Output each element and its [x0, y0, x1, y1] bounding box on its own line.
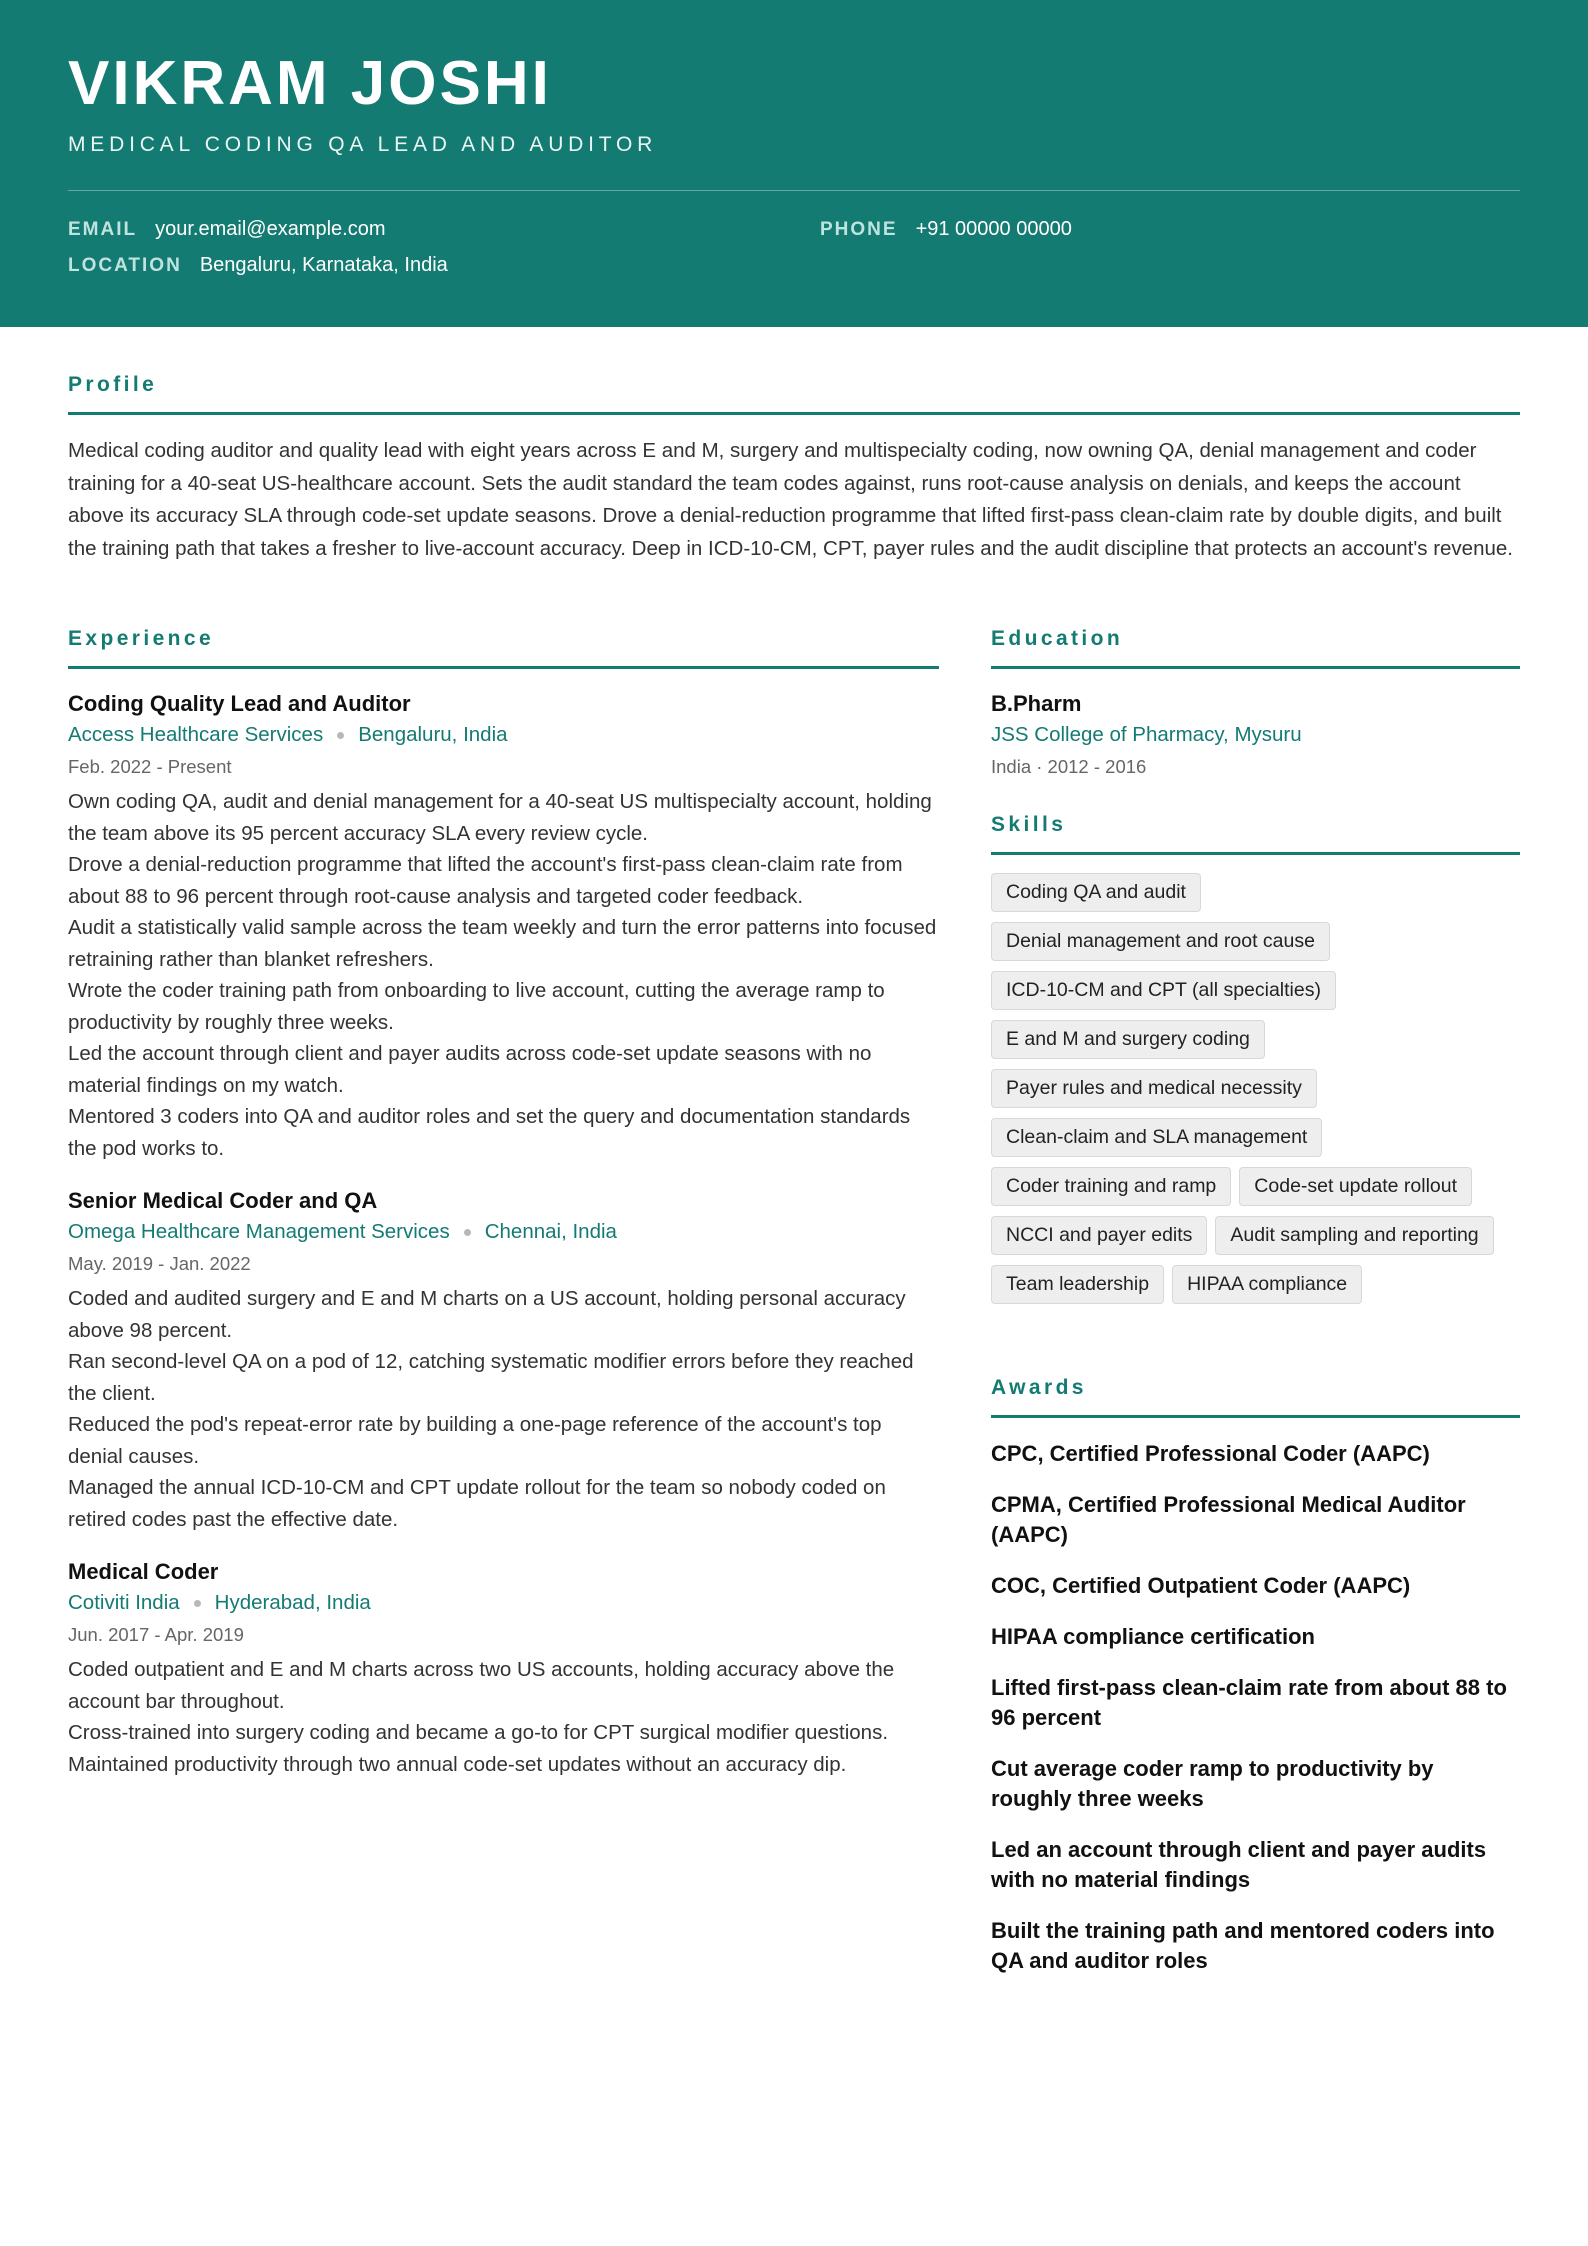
skill-tag: E and M and surgery coding: [991, 1020, 1265, 1059]
skill-tag: HIPAA compliance: [1172, 1265, 1362, 1304]
experience-section: [68, 625, 939, 1780]
award-item: CPMA, Certified Professional Medical Auditor (AAPC): [991, 1492, 1466, 1547]
job-bullet: Mentored 3 coders into QA and auditor roles and set the query and documentation standards the pod works to.: [68, 1105, 911, 1160]
job-bullet: Maintained productivity through two annual code-set updates without an accuracy dip.: [68, 1752, 847, 1776]
skill-tag: Payer rules and medical necessity: [991, 1069, 1317, 1108]
job-bullet: Ran second-level QA on a pod of 12, catching systematic modifier errors before they reached the client.: [68, 1350, 914, 1405]
section-title-experience: Experience: [68, 627, 215, 650]
job-bullet: Wrote the coder training path from onboarding to live account, cutting the average ramp to productivity by roughly three weeks.: [68, 979, 885, 1034]
award-item: Led an account through client and payer audits with no material findings: [991, 1837, 1487, 1892]
skill-tag: ICD-10-CM and CPT (all specialties): [991, 971, 1336, 1010]
job-bullet: Coded and audited surgery and E and M charts on a US account, holding personal accuracy above 98 percent.: [68, 1287, 906, 1342]
job-entry: [68, 689, 939, 1164]
skill-tag: Team leadership: [991, 1265, 1164, 1304]
job-dates: Feb. 2022 - Present: [68, 756, 232, 777]
job-company: Omega Healthcare Management Services: [68, 1220, 450, 1243]
skill-tag: Coding QA and audit: [991, 873, 1201, 912]
contact-email: [68, 218, 386, 241]
job-org-line: [68, 1216, 939, 1248]
job-dates: May. 2019 - Jan. 2022: [68, 1253, 251, 1274]
phone-label: PHONE: [820, 219, 898, 240]
job-bullet: Led the account through client and payer audits across code-set update seasons with no material findings on my watch.: [68, 1042, 872, 1097]
job-org-line: [68, 719, 939, 751]
section-rule: [68, 412, 1520, 415]
email-value[interactable]: your.email@example.com: [155, 218, 386, 240]
job-location: Chennai, India: [484, 1220, 617, 1243]
awards-section: [991, 1374, 1520, 1976]
header-divider: [68, 190, 1520, 191]
skill-tag: Code-set update rollout: [1239, 1167, 1472, 1206]
section-rule: [991, 852, 1520, 855]
job-location: Bengaluru, India: [358, 723, 508, 746]
job-location: Hyderabad, India: [214, 1591, 371, 1614]
candidate-role: MEDICAL CODING QA LEAD AND AUDITOR: [68, 133, 658, 156]
award-item: Cut average coder ramp to productivity by roughly three weeks: [991, 1756, 1434, 1811]
contact-location: [68, 254, 448, 277]
phone-value[interactable]: +91 00000 00000: [915, 218, 1072, 240]
award-item: HIPAA compliance certification: [991, 1624, 1315, 1649]
job-bullet: Cross-trained into surgery coding and became a go-to for CPT surgical modifier questions.: [68, 1721, 889, 1744]
separator-dot-icon: [194, 1600, 201, 1607]
skills-list: [991, 873, 1520, 1304]
job-entry: [68, 1557, 939, 1780]
candidate-name: VIKRAM JOSHI: [68, 49, 552, 118]
section-title-profile: Profile: [68, 373, 158, 396]
section-rule: [991, 1415, 1520, 1418]
resume-header: [0, 0, 1588, 327]
section-title-education: Education: [991, 627, 1124, 650]
job-title: Senior Medical Coder and QA: [68, 1188, 378, 1213]
award-item: CPC, Certified Professional Coder (AAPC): [991, 1441, 1430, 1466]
email-label: EMAIL: [68, 219, 138, 240]
job-bullet: Coded outpatient and E and M charts across two US accounts, holding accuracy above the account bar throughout.: [68, 1658, 895, 1713]
skill-tag: Denial management and root cause: [991, 922, 1330, 961]
profile-section: [68, 371, 1520, 565]
skill-tag: Audit sampling and reporting: [1215, 1216, 1493, 1255]
contact-phone: [820, 218, 1072, 241]
education-degree: B.Pharm: [991, 691, 1082, 716]
skills-section: [991, 811, 1520, 1304]
award-item: Lifted first-pass clean-claim rate from about 88 to 96 percent: [991, 1675, 1507, 1730]
job-bullet: Drove a denial-reduction programme that lifted the account's first-pass clean-claim rate from about 88 to 96 percent through root-cause analysis and targeted coder feedback.: [68, 853, 903, 908]
job-title: Medical Coder: [68, 1559, 219, 1584]
job-org-line: [68, 1587, 939, 1619]
job-bullet: Reduced the pod's repeat-error rate by building a one-page reference of the account's top denial causes.: [68, 1413, 882, 1468]
skill-tag: NCCI and payer edits: [991, 1216, 1207, 1255]
location-value: Bengaluru, Karnataka, India: [199, 254, 448, 276]
job-title: Coding Quality Lead and Auditor: [68, 691, 411, 716]
education-school: JSS College of Pharmacy, Mysuru: [991, 723, 1302, 746]
award-item: COC, Certified Outpatient Coder (AAPC): [991, 1573, 1411, 1598]
education-meta: India · 2012 - 2016: [991, 756, 1147, 777]
skill-tag: Coder training and ramp: [991, 1167, 1231, 1206]
job-dates: Jun. 2017 - Apr. 2019: [68, 1624, 244, 1645]
section-rule: [68, 666, 939, 669]
skill-tag: Clean-claim and SLA management: [991, 1118, 1322, 1157]
profile-summary: Medical coding auditor and quality lead with eight years across E and M, surgery and multispecialty coding, now owning QA, denial management and coder training for a 40-seat US-healthcare account. Sets the audit standard the team codes against, runs root-cause analysis on denials, and keeps the account above its accuracy SLA through code-set update seasons. Drove a denial-reduction programme that lifted first-pass clean-claim rate by double digits, and built the training path that takes a fresher to live-account accuracy. Deep in ICD-10-CM, CPT, payer rules and the audit discipline that protects an account's revenue.: [68, 439, 1513, 560]
job-company: Cotiviti India: [68, 1591, 180, 1614]
award-item: Built the training path and mentored coders into QA and auditor roles: [991, 1918, 1495, 1973]
job-bullet: Own coding QA, audit and denial management for a 40-seat US multispecialty account, holding the team above its 95 percent accuracy SLA every review cycle.: [68, 790, 932, 845]
section-title-awards: Awards: [991, 1376, 1087, 1399]
job-company: Access Healthcare Services: [68, 723, 324, 746]
job-bullet: Managed the annual ICD-10-CM and CPT update rollout for the team so nobody coded on retired codes past the effective date.: [68, 1476, 886, 1531]
separator-dot-icon: [464, 1229, 471, 1236]
job-bullet: Audit a statistically valid sample across the team weekly and turn the error patterns into focused retraining rather than blanket refreshers.: [68, 916, 937, 971]
job-entry: [68, 1186, 939, 1535]
separator-dot-icon: [337, 732, 344, 739]
section-title-skills: Skills: [991, 813, 1067, 836]
location-label: LOCATION: [68, 255, 182, 276]
section-rule: [991, 666, 1520, 669]
education-section: [991, 625, 1520, 783]
